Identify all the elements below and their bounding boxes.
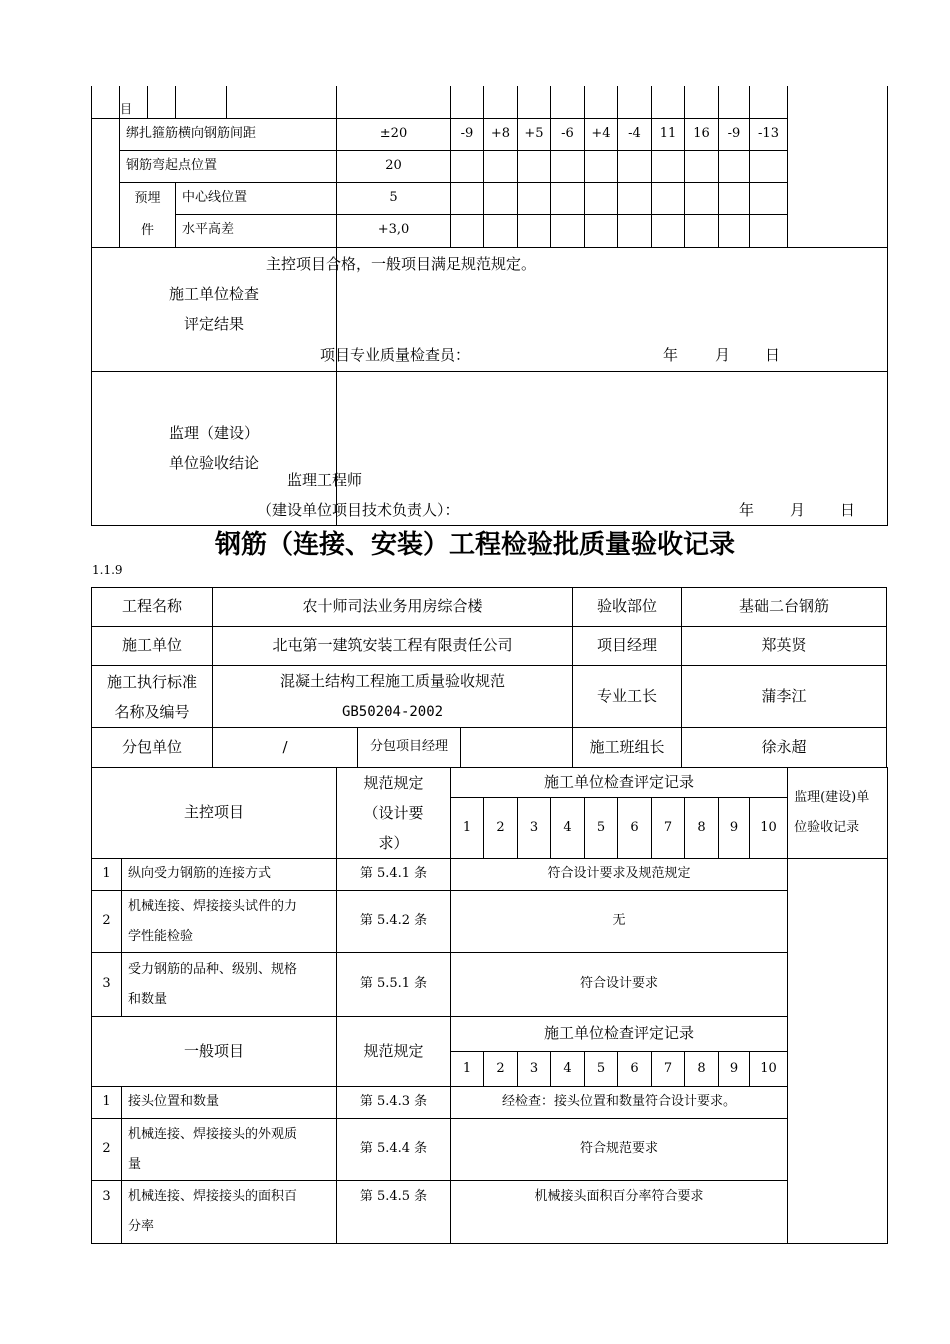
row-label: 绑扎箍筋横向钢筋间距 [120,118,337,150]
tolerance-row [92,215,888,248]
item-number: 3 [92,1181,122,1244]
measure-value [585,182,618,215]
blank-cell [92,118,120,247]
top-tolerance-table [91,86,888,526]
measure-value [484,150,518,182]
blank-cell [176,86,227,118]
measure-value [551,150,585,182]
col-number: 1 [451,1052,484,1087]
general-section-label: 一般项目 [92,1017,337,1087]
item-clause: 第 5.5.1 条 [337,953,451,1017]
measure-value [618,215,652,248]
standard-label: 施工执行标准 名称及编号 [92,666,213,728]
item-clause: 第 5.4.3 条 [337,1087,451,1119]
blank-cell [788,86,888,247]
blank-cell [618,86,652,118]
col-number: 9 [719,798,750,859]
measure-value [750,182,788,215]
col-number: 4 [551,798,585,859]
col-number: 1 [451,798,484,859]
blank-cell [518,86,551,118]
row-tolerance: +3,0 [337,215,451,248]
measure-value [618,182,652,215]
measure-value: +8 [484,118,518,150]
sub-unit-label: 分包单位 [92,728,213,768]
measure-value: -9 [719,118,750,150]
month-label: 月 [715,346,731,364]
col-number: 5 [585,1052,618,1087]
item-result: 符合规范要求 [451,1119,788,1181]
day-label: 日 [840,501,856,519]
check-result-text: 主控项目合格，一般项目满足规范规定。 [266,255,537,273]
main-supervise-label: 监理(建设)单 位验收记录 [788,768,888,859]
team-leader: 徐永超 [682,728,887,768]
blank-cell [551,86,585,118]
col-number: 8 [685,798,719,859]
measure-value [652,215,685,248]
table-row [92,1181,888,1244]
measure-value [484,215,518,248]
general-record-label: 施工单位检查评定记录 [451,1017,788,1052]
col-number: 9 [719,1052,750,1087]
col-number: 6 [618,1052,652,1087]
month-label: 月 [790,501,806,519]
col-number: 3 [518,1052,551,1087]
item-clause: 第 5.4.1 条 [337,859,451,891]
accept-part-label: 验收部位 [573,588,682,627]
measure-value [685,215,719,248]
row-tolerance: ±20 [337,118,451,150]
sub-pm-label: 分包项目经理 [358,728,461,768]
measure-value [685,150,719,182]
check-result-label: 施工单位检查 评定结果 [92,247,337,371]
blank-cell [750,86,788,118]
measure-value [451,182,484,215]
col-number: 10 [750,798,788,859]
measure-value [618,150,652,182]
row-label: 钢筋弯起点位置 [120,150,337,182]
measure-value [585,150,618,182]
engineer-label: 监理工程师 [287,471,363,489]
inspector-label: 项目专业质量检查员： [320,346,471,364]
item-result: 符合设计要求及规范规定 [451,859,788,891]
main-supervise-cell [788,859,888,1017]
measure-value [750,150,788,182]
partial-item-label: 目 [120,86,148,118]
tolerance-row [92,118,888,150]
owner-rep-label: （建设单位项目技术负责人）： [257,501,460,519]
blank-cell [227,86,337,118]
item-label: 机械连接、焊接接头的面积百 分率 [122,1181,337,1244]
measure-value: -4 [618,118,652,150]
item-result: 机械接头面积百分率符合要求 [451,1181,788,1244]
year-label: 年 [663,346,679,364]
measure-value [451,215,484,248]
year-label: 年 [739,501,755,519]
measure-value [551,182,585,215]
measure-value [719,182,750,215]
main-section-label: 主控项目 [92,768,337,859]
foreman-label: 专业工长 [573,666,682,728]
measure-value: +5 [518,118,551,150]
blank-cell [92,86,120,118]
form-code: 1.1.9 [92,563,123,577]
measure-value: 11 [652,118,685,150]
measure-value [518,182,551,215]
table-row [92,1087,888,1119]
item-number: 2 [92,891,122,953]
pm-label: 项目经理 [573,627,682,666]
col-number: 10 [750,1052,788,1087]
measure-value [652,150,685,182]
sub-unit: / [213,728,358,768]
row-label: 水平高差 [176,215,337,248]
row-label: 中心线位置 [176,182,337,215]
table-row [92,953,888,1017]
blank-cell [585,86,618,118]
item-label: 接头位置和数量 [122,1087,337,1119]
measure-value: -6 [551,118,585,150]
item-label: 机械连接、焊接接头试件的力 学性能检验 [122,891,337,953]
general-spec-label: 规范规定 [337,1017,451,1087]
accept-part: 基础二台钢筋 [682,588,887,627]
item-label: 受力钢筋的品种、级别、规格 和数量 [122,953,337,1017]
tolerance-row [92,150,888,182]
col-number: 4 [551,1052,585,1087]
supervise-conclusion-label: 监理（建设） 单位验收结论 [92,371,337,525]
project-name-label: 工程名称 [92,588,213,627]
item-label: 机械连接、焊接接头的外观质 量 [122,1119,337,1181]
measure-value [685,182,719,215]
page-title: 钢筋（连接、安装）工程检验批质量验收记录 [214,530,735,560]
blank-cell [719,86,750,118]
item-clause: 第 5.4.5 条 [337,1181,451,1244]
measure-value [518,215,551,248]
blank-cell [652,86,685,118]
measure-value [750,215,788,248]
col-number: 5 [585,798,618,859]
measure-value [551,215,585,248]
standard-name: 混凝土结构工程施工质量验收规范 GB50204-2002 [213,666,573,728]
tolerance-row [92,182,888,215]
item-result: 无 [451,891,788,953]
pm-name: 郑英贤 [682,627,887,666]
measure-value: 16 [685,118,719,150]
project-name: 农十师司法业务用房综合楼 [213,588,573,627]
row-tolerance: 20 [337,150,451,182]
measure-value [719,150,750,182]
item-label: 纵向受力钢筋的连接方式 [122,859,337,891]
measure-value: -9 [451,118,484,150]
measure-value [484,182,518,215]
blank-cell [148,86,176,118]
table-row [92,891,888,953]
item-clause: 第 5.4.2 条 [337,891,451,953]
measure-value [451,150,484,182]
blank-cell [451,86,484,118]
item-number: 1 [92,859,122,891]
construct-unit: 北屯第一建筑安装工程有限责任公司 [213,627,573,666]
item-number: 1 [92,1087,122,1119]
embed-group-label: 预埋 件 [120,182,176,247]
main-spec-label: 规范规定 （设计要 求） [337,768,451,859]
item-result: 符合设计要求 [451,953,788,1017]
col-number: 7 [652,1052,685,1087]
blank-cell [484,86,518,118]
main-record-label: 施工单位检查评定记录 [451,768,788,798]
measure-value [719,215,750,248]
blank-cell [685,86,719,118]
col-number: 7 [652,798,685,859]
general-supervise-cell [788,1017,888,1244]
sub-pm [461,728,573,768]
measure-value: -13 [750,118,788,150]
col-number: 3 [518,798,551,859]
item-result: 经检查：接头位置和数量符合设计要求。 [451,1087,788,1119]
item-number: 3 [92,953,122,1017]
foreman-name: 蒲李江 [682,666,887,728]
measure-value [518,150,551,182]
measure-value [652,182,685,215]
item-number: 2 [92,1119,122,1181]
table-row [92,1119,888,1181]
col-number: 6 [618,798,652,859]
table-row [92,859,888,891]
header-table [91,587,887,768]
team-leader-label: 施工班组长 [573,728,682,768]
measure-value [585,215,618,248]
col-number: 2 [484,1052,518,1087]
measure-value: +4 [585,118,618,150]
day-label: 日 [765,346,781,364]
blank-cell [337,86,451,118]
inspection-table [91,767,888,1244]
row-tolerance: 5 [337,182,451,215]
construct-unit-label: 施工单位 [92,627,213,666]
col-number: 8 [685,1052,719,1087]
col-number: 2 [484,798,518,859]
item-clause: 第 5.4.4 条 [337,1119,451,1181]
